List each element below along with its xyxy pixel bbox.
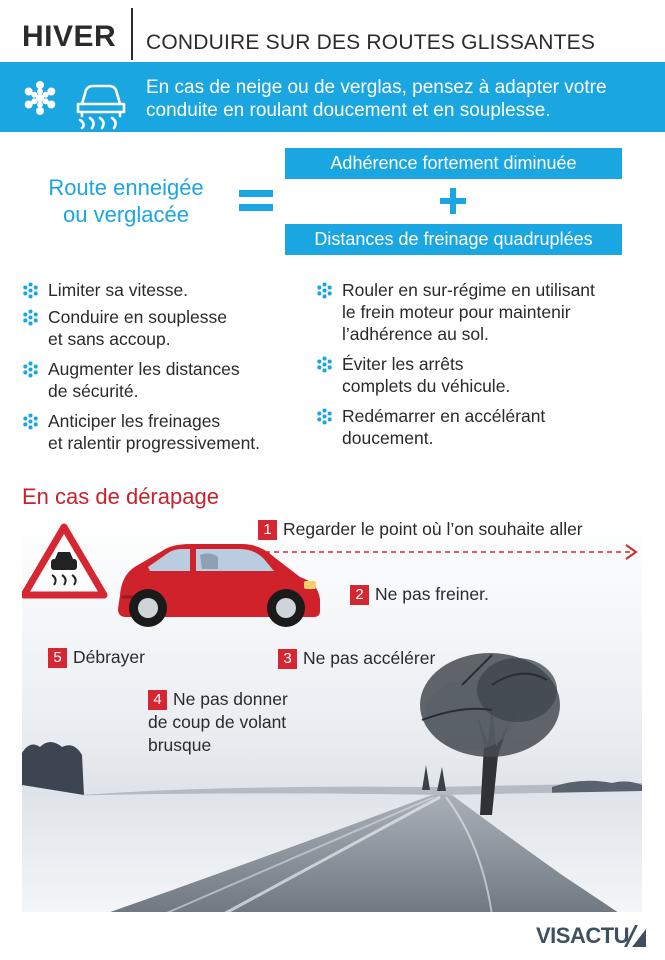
reduced-grip-box: Adhérence fortement diminuée	[285, 148, 622, 179]
skid-step-5	[48, 646, 145, 669]
intro-text: En cas de neige ou de verglas, pensez à adapter votre conduite en roulant doucement et en souplesse.	[146, 77, 607, 121]
tip-left-3	[48, 358, 240, 402]
skidding-car-icon	[66, 78, 128, 130]
road-condition-label: Route enneigée ou verglacée	[48, 175, 204, 227]
step-text: Ne pas freiner.	[375, 584, 489, 604]
tip-right-3	[342, 405, 545, 449]
equals-icon	[239, 190, 273, 212]
plus-icon	[440, 188, 466, 214]
braking-distance-box: Distances de freinage quadruplées	[285, 224, 622, 255]
header-divider	[131, 8, 133, 60]
snowflake-bullet-icon	[316, 408, 333, 425]
tip-text: Redémarrer en accélérant doucement.	[342, 406, 546, 448]
step-number: 5	[48, 648, 67, 668]
tip-left-4	[48, 410, 260, 454]
snowflake-bullet-icon	[316, 282, 333, 299]
tip-text: Augmenter les distances de sécurité.	[48, 359, 240, 401]
snowflake-bullet-icon	[22, 361, 39, 378]
snowflake-bullet-icon	[22, 282, 39, 299]
skid-step-2	[350, 583, 489, 606]
step-text: Ne pas donner de coup de volant brusque	[148, 689, 288, 755]
visactu-logo	[536, 922, 646, 950]
snowflake-bullet-icon	[22, 309, 39, 326]
tip-text: Rouler en sur-régime en utilisant le frein moteur pour maintenir l’adhérence au sol.	[342, 280, 595, 344]
skid-section-title: En cas de dérapage	[22, 484, 219, 509]
tip-text: Anticiper les freinages et ralentir progressivement.	[48, 411, 261, 453]
step-number: 1	[258, 520, 277, 540]
tip-left-2	[48, 306, 227, 350]
snowflake-bullet-icon	[22, 413, 39, 430]
step-text: Ne pas accélérer	[303, 648, 436, 668]
tip-text: Conduire en souplesse et sans accoup.	[48, 307, 228, 349]
skid-step-4	[148, 688, 338, 757]
skid-step-1	[258, 518, 583, 541]
step-number: 3	[278, 649, 297, 669]
step-text: Débrayer	[73, 647, 145, 667]
tip-left-1	[48, 279, 188, 301]
tip-right-2	[342, 353, 510, 397]
tip-text: Éviter les arrêts complets du véhicule.	[342, 354, 511, 396]
step-number: 4	[148, 690, 167, 710]
tip-text: Limiter sa vitesse.	[48, 280, 189, 300]
logo-mark-icon	[624, 925, 646, 947]
category-label: HIVER	[22, 20, 117, 53]
snowflake-icon	[20, 78, 60, 118]
page-title: CONDUIRE SUR DES ROUTES GLISSANTES	[146, 31, 596, 54]
skid-step-3	[278, 647, 435, 670]
step-number: 2	[350, 585, 369, 605]
step-text: Regarder le point où l’on souhaite aller	[283, 519, 583, 539]
logo-text: VISACTU	[536, 923, 630, 948]
snowflake-bullet-icon	[316, 356, 333, 373]
tip-right-1	[342, 279, 595, 345]
